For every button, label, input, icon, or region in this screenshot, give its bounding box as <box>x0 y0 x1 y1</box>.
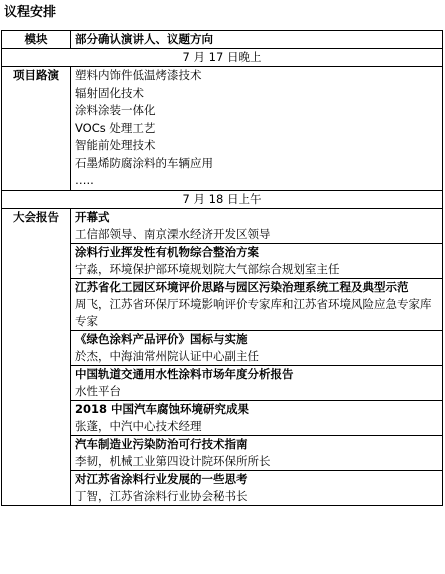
talk-cell <box>71 243 443 278</box>
list-item: 涂料涂装一体化 <box>75 103 156 117</box>
talk-speaker: 宁淼，环境保护部环境规划院大气部综合规划室主任 <box>75 261 340 276</box>
date-day2: 7 月 18 日上午 <box>2 190 443 208</box>
talk-cell <box>71 330 443 365</box>
talk-title: 开幕式 <box>75 209 110 224</box>
talk-speaker: 周飞，江苏省环保厅环境影响评价专家库和江苏省环境风险应急专家库专家 <box>75 296 432 328</box>
list-item: ….. <box>75 173 94 187</box>
table-header-row <box>2 31 443 49</box>
list-item: 智能前处理技术 <box>75 138 156 152</box>
page-title: 议程安排 <box>4 5 57 20</box>
talk-speaker: 工信部领导、南京溧水经济开发区领导 <box>75 226 271 241</box>
talk-title: 对江苏省涂料行业发展的一些思考 <box>75 471 248 486</box>
list-item: 石墨烯防腐涂料的车辆应用 <box>75 155 213 170</box>
talk-speaker: 於杰，中海油常州院认证中心副主任 <box>75 348 259 363</box>
date-row-day2 <box>2 190 443 208</box>
module-roadshow: 项目路演 <box>2 67 71 191</box>
roadshow-items <box>71 67 443 191</box>
date-row-day1 <box>2 49 443 67</box>
talk-title: 涂料行业挥发性有机物综合整治方案 <box>75 244 259 259</box>
talk-cell <box>71 365 443 400</box>
list-item: VOCs 处理工艺 <box>75 120 156 135</box>
talk-cell <box>71 470 443 505</box>
talk-title: 中国轨道交通用水性涂料市场年度分析报告 <box>75 366 294 381</box>
roadshow-row <box>2 67 443 191</box>
agenda-table <box>1 30 443 506</box>
talk-cell <box>71 400 443 435</box>
module-plenary: 大会报告 <box>2 208 71 505</box>
date-day1: 7 月 17 日晚上 <box>2 49 443 67</box>
talk-title: 汽车制造业污染防治可行技术指南 <box>75 436 248 451</box>
talk-cell <box>71 435 443 470</box>
talk-title: 2018 中国汽车腐蚀环境研究成果 <box>75 401 250 416</box>
list-item: 辐射固化技术 <box>75 85 144 100</box>
talk-speaker: 丁智，江苏省涂料行业协会秘书长 <box>75 488 248 503</box>
header-module: 模块 <box>2 31 71 49</box>
talk-speaker: 水性平台 <box>75 383 121 398</box>
list-item: 塑料内饰件低温烤漆技术 <box>75 68 202 82</box>
talk-cell <box>71 208 443 243</box>
header-topic: 部分确认演讲人、议题方向 <box>71 31 443 49</box>
talk-title: 《绿色涂料产品评价》国标与实施 <box>75 331 248 346</box>
talk-row <box>2 208 443 243</box>
talk-speaker: 李韧，机械工业第四设计院环保所所长 <box>75 453 271 468</box>
talk-speaker: 张蓬，中汽中心技术经理 <box>75 418 202 433</box>
talk-cell <box>71 278 443 330</box>
talk-title: 江苏省化工园区环境评价思路与园区污染治理系统工程及典型示范 <box>75 279 409 294</box>
